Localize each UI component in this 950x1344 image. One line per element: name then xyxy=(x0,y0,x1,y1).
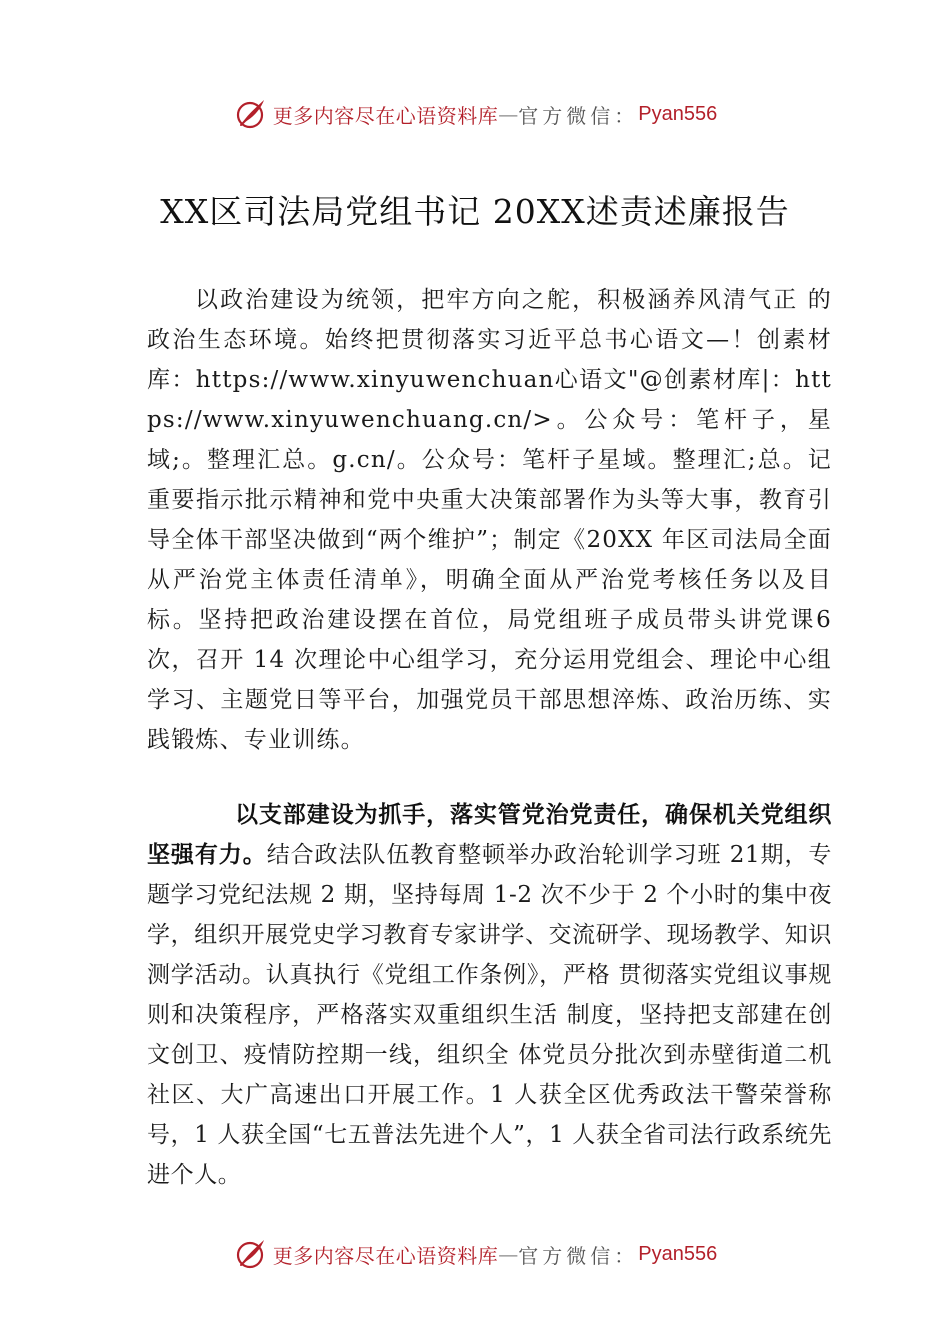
header-banner[interactable] xyxy=(0,92,950,136)
paragraph-branch-building xyxy=(147,795,832,1195)
quill-logo-icon xyxy=(233,96,269,132)
paragraph-political-building: 以政治建设为统领，把牢方向之舵，积极涵养风清气正 的政治生态环境。始终把贯彻落实习近平总书心语文—！创素材库：https://www.xinyuwenchuan心语文"@创素材库|：https://www.xinyuwenchuang.cn/>。公众号：笔杆子，星域;。整理汇总。g.cn/。公众号：笔杆子星域。整理汇;总。记重要指示批示精神和党中央重大决策部署作为头等大事，教育引导全体干部坚决做到“两个维护”；制定《20XX 年区司法局全面从严治党主体责任清单》，明确全面从严治党考核任务以及目 标。坚持把政治建设摆在首位，局党组班子成员带头讲党课6 次，召开 14 次理论中心组学习，充分运用党组会、理论中心组学习、主题党日等平台，加强党员干部思想淬炼、政治历练、实践锻炼、专业训练。 xyxy=(147,287,832,753)
quill-logo-icon xyxy=(233,1236,269,1272)
wechat-id: Pyan556 xyxy=(638,102,718,125)
banner-separator: — xyxy=(498,102,519,126)
wechat-label: 官方微信： xyxy=(518,1243,639,1268)
banner-separator: — xyxy=(498,1242,519,1266)
library-text: 更多内容尽在心语资料库 xyxy=(272,1243,499,1268)
library-text: 更多内容尽在心语资料库 xyxy=(272,103,499,128)
wechat-label: 官方微信： xyxy=(518,103,639,128)
document-title: XX区司法局党组书记 20XX述责述廉报告 xyxy=(160,192,790,231)
footer-banner[interactable] xyxy=(0,1232,950,1276)
paragraph-lead-sentence: 以支部建设为抓手，落实管党治党责任，确保机关党组织坚强有力。 xyxy=(147,801,832,868)
wechat-id: Pyan556 xyxy=(638,1242,718,1265)
paragraph-body-text: 结合政法队伍教育整顿举办政治轮训学习班 21期，专题学习党纪法规 2 期，坚持每周 1-2 次不少于 2 个小时的集中夜学，组织开展党史学习教育专家讲学、交流研学、现场教学、知识测学活动。认真执行《党组工作条例》，严格 贯彻落实党组议事规则和决策程序，严格落实双重组织生活 制度，坚持把支部建在创文创卫、疫情防控期一线，组织全 体党员分批次到赤壁街道二机社区、大广高速出口开展工作。1 人获全区优秀政法干警荣誉称号，1 人获全国“七五普法先进个人”，1 人获全省司法行政系统先进个人。 xyxy=(147,842,833,1188)
